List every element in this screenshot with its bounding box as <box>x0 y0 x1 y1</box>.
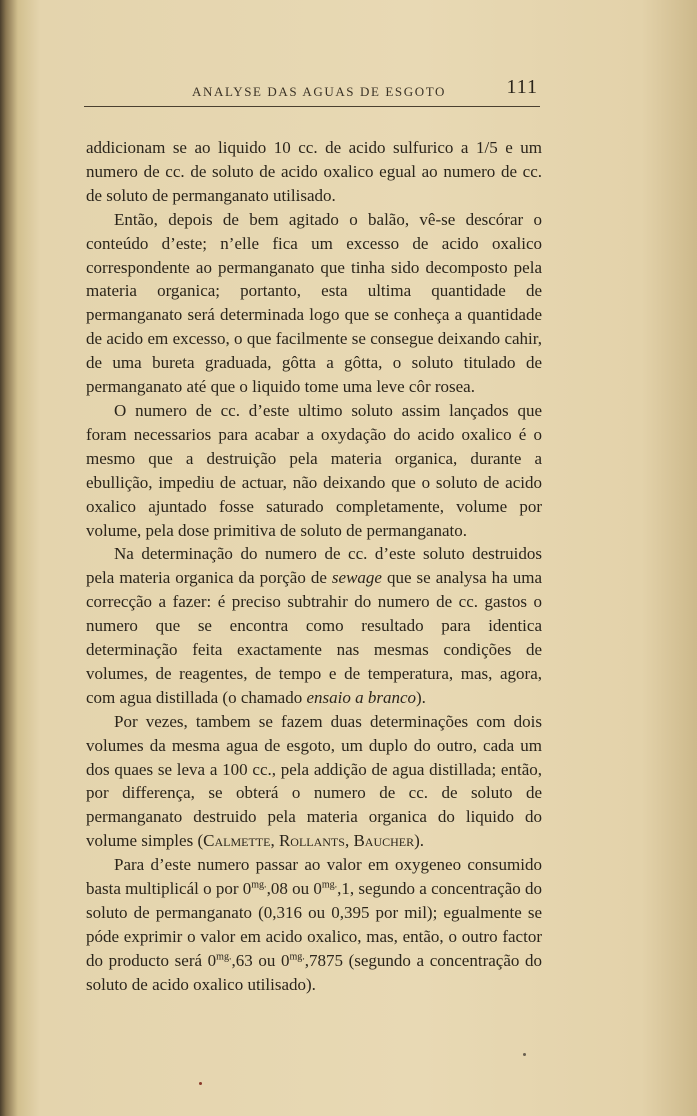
paper-speck <box>199 1082 202 1085</box>
unit-superscript: mg. <box>321 879 338 891</box>
fraction: 1/5 <box>475 138 498 157</box>
paragraph-1: addicionam se ao liquido 10 cc. de acido sulfurico a 1/5 e um numero de cc. de soluto de acido oxalico egual ao numero de cc. de soluto de permanganato utilisado. <box>86 138 542 205</box>
author-name: Baucher <box>353 831 415 851</box>
page-header <box>84 76 540 107</box>
running-title: ANALYSE DAS AGUAS DE ESGOTO <box>192 84 447 99</box>
paragraph-4: Na determinação do numero de cc. d’este soluto destruidos pela materia organica da porção de sewage que se analysa ha uma correcção a fazer: é preciso subtrahir do numero de cc. gastos o numero que se encontra como resultado para identica determinação feita exactamente nas mesmas condições de volumes, de reagentes, de tempo e de temperatura, mas, agora, com agua distillada (o chamado ensaio a branco). <box>86 544 542 707</box>
paragraph-5: Por vezes, tambem se fazem duas determinações com dois volumes da mesma agua de esgoto, um duplo do outro, cada um dos quaes se leva a 100 cc., pela addição de agua distillada; então, por differença, se obterá o numero de cc. de soluto de permanganato destruido pela materia organica do liquido do volume simples (Calmette, Rollants, Baucher). <box>86 711 542 851</box>
unit-superscript: mg. <box>216 951 232 963</box>
paragraph-3: O numero de cc. d’este ultimo soluto assim lançados que foram necessarios para acabar a oxydação do acido oxalico é o mesmo que a destruição pela materia organica, durante a ebullição, impediu de actuar, não deixando que o soluto de acido oxalico ajuntado fosse saturado completamente, volume por volume, pela dose primitiva de soluto de permanganato. <box>86 400 542 540</box>
paragraph-6: Para d’este numero passar ao valor em oxygeneo consumido basta multiplicál o por $0^{mg.},08$ ou $0^{mg.},1$, segundo a concentração do soluto de permanganato (0,316 ou 0,395 por mil); egualmente se póde exprimir o valor em acido oxalico, mas, então, o outro factor do producto será $0^{mg.},63$ ou $0^{mg.},7875$ (segundo a concentração do soluto de acido oxalico utilisado). <box>86 855 542 994</box>
italic-term-ensaio: ensaio a branco <box>306 687 416 707</box>
unit-superscript: mg. <box>289 951 305 963</box>
author-name: Rollants <box>278 831 345 851</box>
body-text <box>86 136 542 997</box>
page-number: 111 <box>506 76 538 98</box>
unit-superscript: mg. <box>251 879 267 891</box>
paragraph-2: Então, depois de bem agitado o balão, vê-se descórar o conteúdo d’este; n’elle fica um excesso de acido oxalico correspondente ao permanganato que tinha sido decomposto pela materia organica; portanto, esta ultima quantidade de permanganato será determinada logo que se conheça a quantidade de acido em excesso, o que facilmente se consegue deixando cahir, de uma bureta graduada, gôtta a gôtta, o soluto titulado de permanganato até que o liquido tome uma leve côr rosea. <box>86 209 542 397</box>
italic-term-sewage: sewage <box>331 568 382 588</box>
author-name: Calmette <box>203 831 271 851</box>
paper-speck <box>523 1053 526 1056</box>
